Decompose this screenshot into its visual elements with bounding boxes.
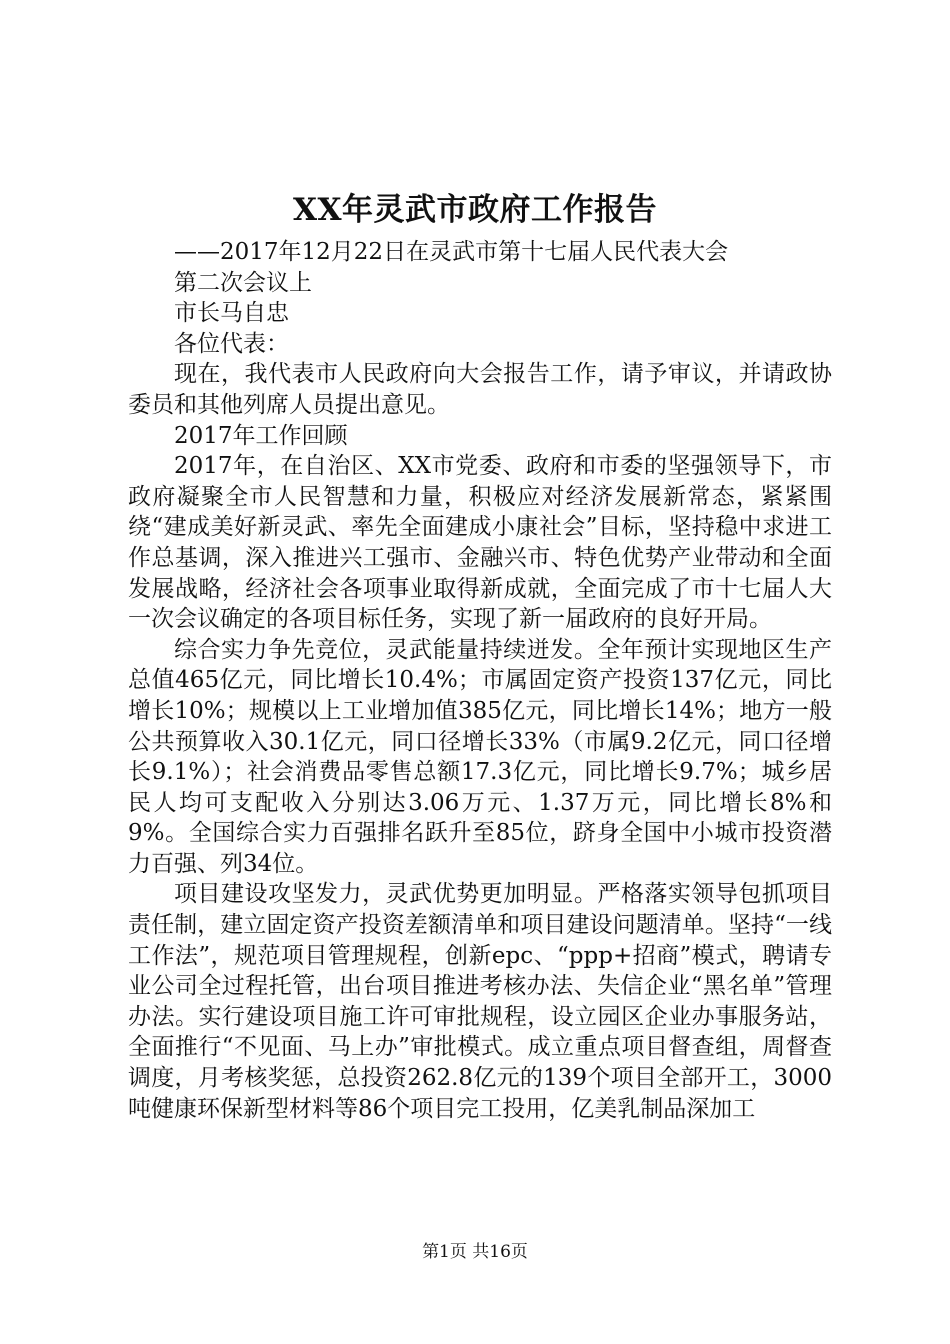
speaker-line: 市长马自忠 bbox=[174, 300, 289, 327]
salutation-line: 各位代表： bbox=[174, 330, 289, 357]
page-footer: 第1页 共16页 bbox=[422, 1242, 528, 1262]
section-heading-review: 2017年工作回顾 bbox=[174, 422, 348, 449]
paragraph-projects: 项目建设攻坚发力，灵武优势更加明显。严格落实领导包抓项目责任制，建立固定资产投资差额清单和项目建设问题清单。坚持“一线工作法”，规范项目管理规程，创新epc、“ppp+招商”模式，聘请专业公司全过程托管，出台项目推进考核办法、失信企业“黑名单”管理办法。实行建设项目施工许可审批规程，设立园区企业办事服务站，全面推行“不见面、马上办”审批模式。成立重点项目督查组，周督查调度，月考核奖惩，总投资262.8亿元的139个项目全部开工，3000吨健康环保新型材料等86个项目完工投用，亿美乳制品深加工 bbox=[128, 881, 832, 1122]
paragraph-intro: 现在，我代表市人民政府向大会报告工作，请予审议，并请政协委员和其他列席人员提出意见。 bbox=[128, 361, 832, 418]
paragraph-strength: 综合实力争先竞位，灵武能量持续迸发。全年预计实现地区生产总值465亿元，同比增长10.4%；市属固定资产投资137亿元，同比增长10%；规模以上工业增加值385亿元，同比增长14%；地方一般公共预算收入30.1亿元，同口径增长33%（市属9.2亿元，同口径增长9.1%）；社会消费品零售总额17.3亿元，同比增长9.7%；城乡居民人均可支配收入分别达3.06万元、1.37万元，同比增长8%和9%。全国综合实力百强排名跃升至85位，跻身全国中小城市投资潜力百强、列34位。 bbox=[128, 636, 832, 877]
document-body bbox=[128, 237, 832, 1124]
subtitle-line-1: ——2017年12月22日在灵武市第十七届人民代表大会 bbox=[174, 239, 729, 265]
paragraph-overview: 2017年，在自治区、XX市党委、政府和市委的坚强领导下，市政府凝聚全市人民智慧和力量，积极应对经济发展新常态，紧紧围绕“建成美好新灵武、率先全面建成小康社会”目标，坚持稳中求进工作总基调，深入推进兴工强市、金融兴市、特色优势产业带动和全面发展战略，经济社会各项事业取得新成就，全面完成了市十七届人大一次会议确定的各项目标任务，实现了新一届政府的良好开局。 bbox=[128, 453, 832, 633]
document-title: XX年灵武市政府工作报告 bbox=[292, 192, 658, 228]
subtitle-line-2: 第二次会议上 bbox=[174, 269, 312, 296]
